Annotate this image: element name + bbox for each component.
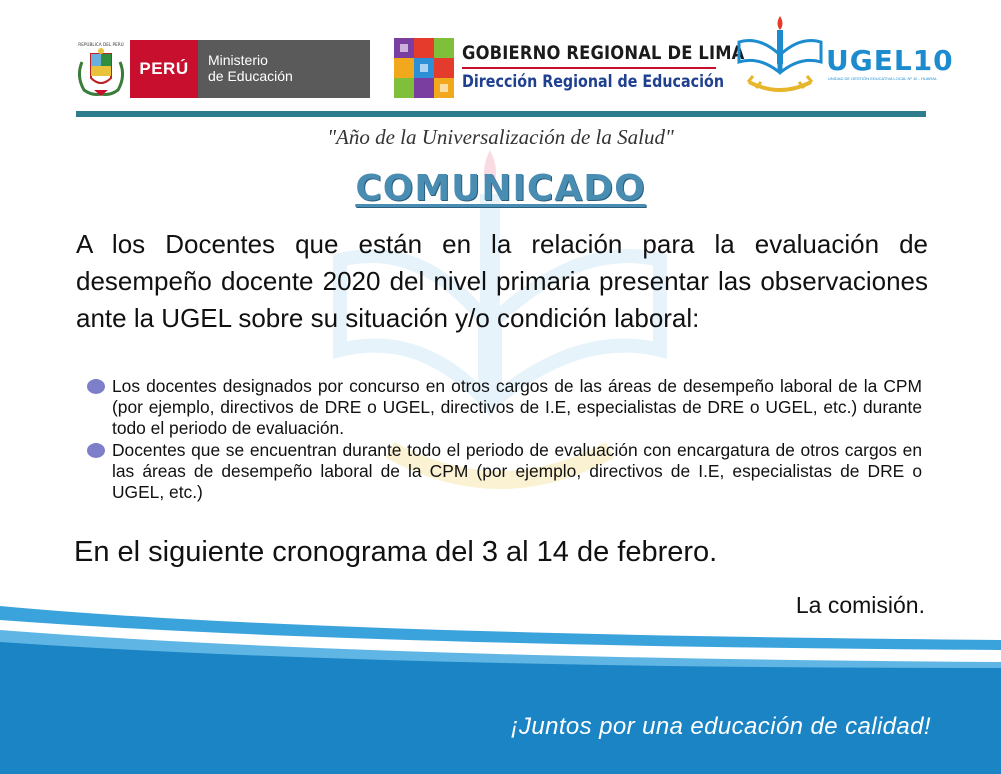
ugel-wordmark [826,44,954,77]
seal-caption: REPÚBLICA DEL PERÚ [78,42,124,47]
regional-government-title: GOBIERNO REGIONAL DE LIMA [462,42,745,64]
peru-brand [130,40,198,98]
footer-wave-banner [0,598,1001,774]
regional-government-logo-icon [392,36,456,100]
regional-title-rule [462,67,716,69]
page-title: COMUNICADO [355,168,646,209]
bullet-dot-icon [87,379,105,394]
header-divider [76,111,926,117]
schedule-note: En el siguiente cronograma del 3 al 14 de febrero. [74,536,718,568]
ministry-brand [198,40,370,98]
regional-education-subtitle: Dirección Regional de Educación [462,72,724,92]
bullet-dot-icon [87,443,105,458]
ugel-caption: UNIDAD DE GESTIÓN EDUCATIVA LOCAL Nº 10 - HUARAL [828,76,938,81]
footer-slogan: ¡Juntos por una educación de calidad! [510,713,931,740]
year-motto: "Año de la Universalización de la Salud" [327,125,674,149]
ugel-name: UGEL [826,44,913,77]
conditions-list [86,376,922,504]
list-item-text: Los docentes designados por concurso en otros cargos de las áreas de desempeño laboral de la CPM (por ejemplo, directivos de DRE o UGEL, directivos de I.E, especialistas de DRE o UGEL, etc.) durante todo el periodo de evaluación. [112,376,922,438]
list-item [86,376,922,439]
list-item [86,440,922,503]
list-item-text: Docentes que se encuentran durante todo el periodo de evaluación con encargatura de otros cargos en las áreas de desempeño laboral de la CPM (por ejemplo, directivos de I.E, especialistas de DRE o UGEL, etc.) [112,440,922,502]
ministry-line-2: de Educación [208,68,293,84]
ministry-line-1: Ministerio [208,52,268,68]
ugel-number: 10 [912,44,954,77]
peru-label: PERÚ [139,59,189,78]
ugel-book-torch-logo-icon [735,12,825,104]
intro-paragraph: A los Docentes que están en la relación para la evaluación de desempeño docente 2020 del nivel primaria presentar las observaciones ante la UGEL sobre su situación y/o condición laboral: [76,229,928,333]
peru-coat-of-arms-icon [74,40,128,98]
signature: La comisión. [795,592,925,618]
header [0,0,1001,112]
